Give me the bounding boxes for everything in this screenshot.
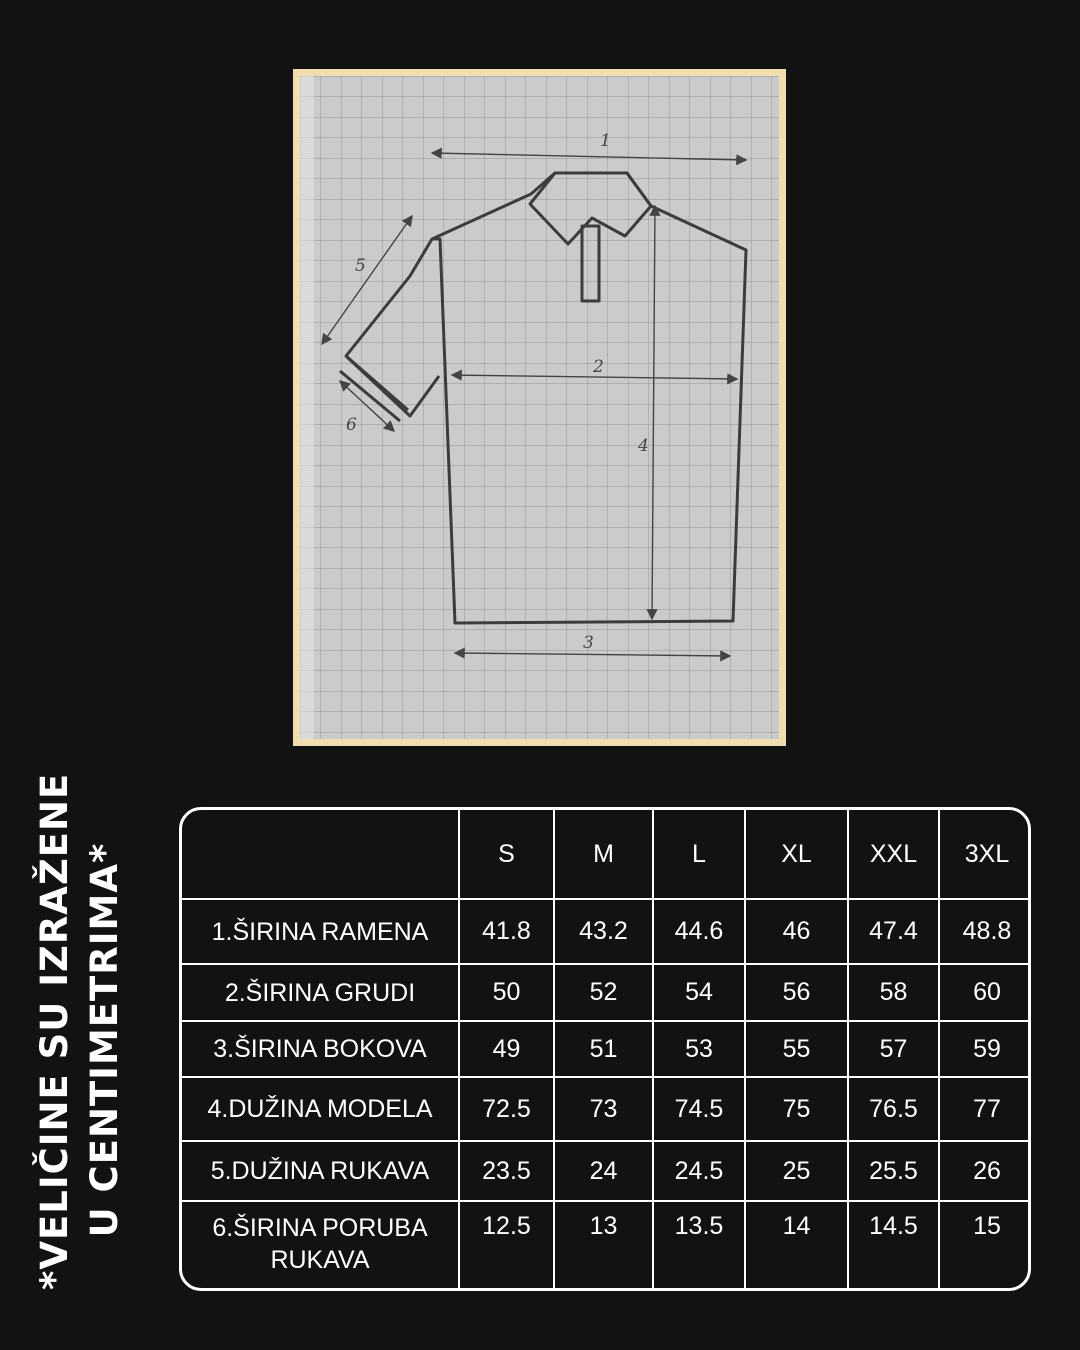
row-label: 6.ŠIRINA PORUBA RUKAVA <box>182 1201 459 1288</box>
table-cell: 73 <box>554 1077 653 1141</box>
size-header-row <box>182 810 1031 899</box>
table-cell: 23.5 <box>459 1141 554 1201</box>
table-cell: 56 <box>745 964 848 1021</box>
table-cell: 44.6 <box>653 899 745 964</box>
table-cell: 74.5 <box>653 1077 745 1141</box>
measure-label-4: 4 <box>638 436 649 456</box>
table-cell: 76.5 <box>848 1077 939 1141</box>
units-note <box>30 772 140 1290</box>
measure-label-1: 1 <box>600 131 611 151</box>
size-header-l: L <box>653 810 745 899</box>
table-cell: 26 <box>939 1141 1031 1201</box>
units-note-line-2: U CENTIMETRIMA* <box>83 842 126 1238</box>
table-cell: 47.4 <box>848 899 939 964</box>
size-table <box>182 810 1031 1288</box>
polo-shirt-sketch <box>300 76 779 739</box>
table-cell: 58 <box>848 964 939 1021</box>
table-cell: 43.2 <box>554 899 653 964</box>
table-cell: 57 <box>848 1021 939 1077</box>
table-cell: 72.5 <box>459 1077 554 1141</box>
measure-label-6: 6 <box>346 415 357 435</box>
table-cell: 48.8 <box>939 899 1031 964</box>
row-label: 4.DUŽINA MODELA <box>182 1077 459 1141</box>
measure-label-2: 2 <box>593 357 604 377</box>
table-cell: 13 <box>554 1201 653 1288</box>
table-row <box>182 1021 1031 1077</box>
table-row <box>182 1201 1031 1288</box>
table-cell: 14 <box>745 1201 848 1288</box>
measure-label-3: 3 <box>583 633 594 653</box>
row-label: 2.ŠIRINA GRUDI <box>182 964 459 1021</box>
table-cell: 12.5 <box>459 1201 554 1288</box>
measure-label-5: 5 <box>355 256 366 276</box>
table-cell: 24.5 <box>653 1141 745 1201</box>
table-cell: 15 <box>939 1201 1031 1288</box>
header-corner-cell <box>182 810 459 899</box>
table-cell: 53 <box>653 1021 745 1077</box>
table-cell: 46 <box>745 899 848 964</box>
table-row <box>182 1141 1031 1201</box>
table-cell: 25.5 <box>848 1141 939 1201</box>
table-cell: 25 <box>745 1141 848 1201</box>
size-chart <box>179 807 1031 1291</box>
table-row <box>182 964 1031 1021</box>
units-note-line-1: *VELIČINE SU IZRAŽENE <box>33 772 76 1290</box>
table-cell: 24 <box>554 1141 653 1201</box>
table-cell: 13.5 <box>653 1201 745 1288</box>
table-cell: 55 <box>745 1021 848 1077</box>
size-header-xxl: XXL <box>848 810 939 899</box>
table-cell: 51 <box>554 1021 653 1077</box>
table-cell: 50 <box>459 964 554 1021</box>
row-label: 5.DUŽINA RUKAVA <box>182 1141 459 1201</box>
row-label: 3.ŠIRINA BOKOVA <box>182 1021 459 1077</box>
table-cell: 54 <box>653 964 745 1021</box>
size-header-3xl: 3XL <box>939 810 1031 899</box>
table-cell: 49 <box>459 1021 554 1077</box>
size-header-s: S <box>459 810 554 899</box>
table-cell: 59 <box>939 1021 1031 1077</box>
table-cell: 60 <box>939 964 1031 1021</box>
size-header-m: M <box>554 810 653 899</box>
table-cell: 52 <box>554 964 653 1021</box>
garment-sketch-frame <box>293 69 786 746</box>
table-row <box>182 1077 1031 1141</box>
row-label: 1.ŠIRINA RAMENA <box>182 899 459 964</box>
table-cell: 75 <box>745 1077 848 1141</box>
table-cell: 77 <box>939 1077 1031 1141</box>
table-cell: 14.5 <box>848 1201 939 1288</box>
table-cell: 41.8 <box>459 899 554 964</box>
size-header-xl: XL <box>745 810 848 899</box>
table-row <box>182 899 1031 964</box>
